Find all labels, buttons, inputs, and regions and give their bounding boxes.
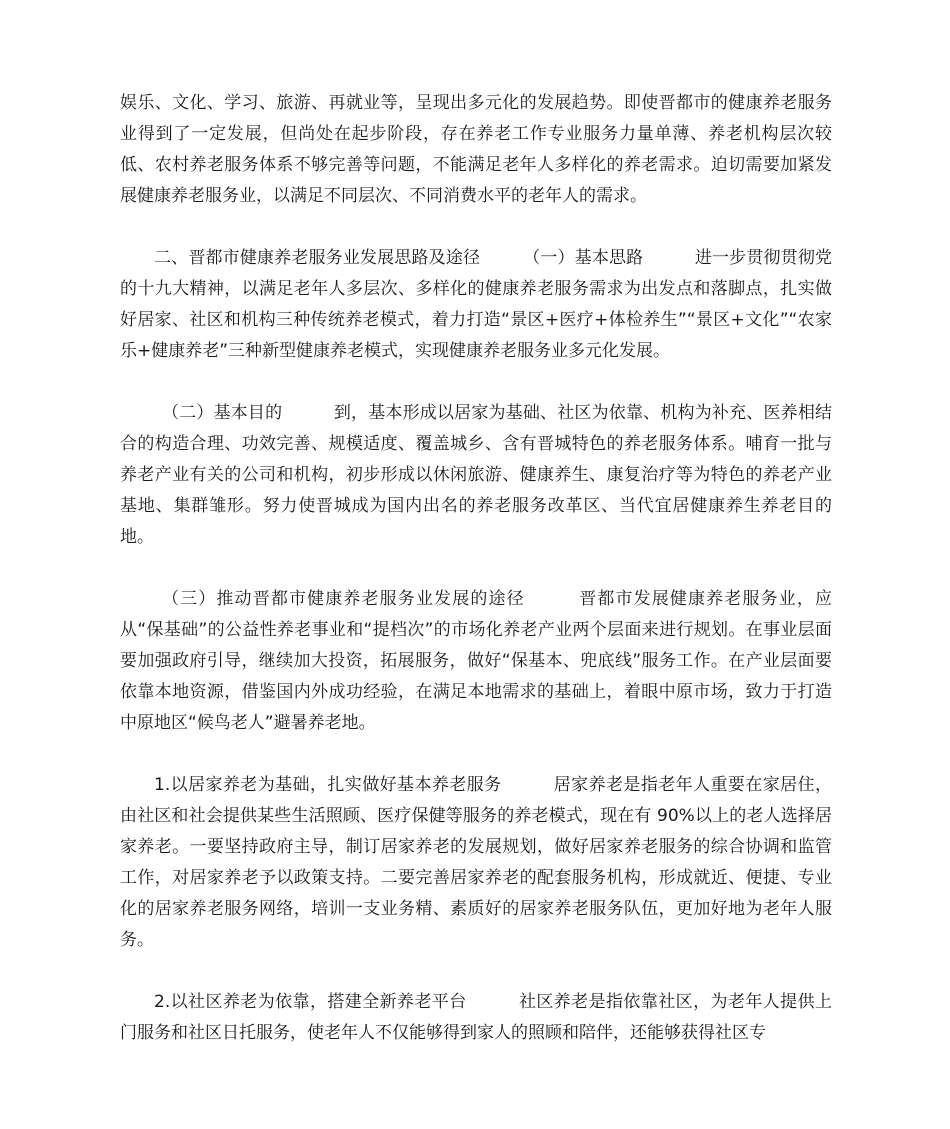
paragraph-2: 二、晋都市健康养老服务业发展思路及途径 （一）基本思路 进一步贯彻贯彻党的十九大精神，以满足老年人多层次、多样化的健康养老服务需求为出发点和落脚点，扎实做好居家、社区和机构三种传统养老模式，着力打造“景区+医疗+体检养生”“景区+文化”“农家乐+健康养老”三种新型健康养老模式，实现健康养老服务业多元化发展。	[120, 248, 832, 361]
paragraph-4: （三）推动晋都市健康养老服务业发展的途径 晋都市发展健康养老服务业，应从“保基础”的公益性养老事业和“提档次”的市场化养老产业两个层面来进行规划。在事业层面要加强政府引导，继续加大投资，拓展服务，做好“保基本、兜底线”服务工作。在产业层面要依靠本地资源，借鉴国内外成功经验，在满足本地需求的基础上，着眼中原市场，致力于打造中原地区“候鸟老人”避暑养老地。	[120, 589, 832, 733]
paragraph-5: 1.以居家养老为基础，扎实做好基本养老服务 居家养老是指老年人重要在家居住，由社区和社会提供某些生活照顾、医疗保健等服务的养老模式，现在有 90%以上的老人选择居家养老。一要坚持政府主导，制订居家养老的发展规划，做好居家养老服务的综合协调和监管工作，对居家养老予以政策支持。二要完善居家养老的配套服务机构，形成就近、便捷、专业化的居家养老服务网络，培训一支业务精、素质好的居家养老服务队伍，更加好地为老年人服务。	[120, 775, 832, 950]
paragraph-3: （二）基本目的 到，基本形成以居家为基础、社区为依靠、机构为补充、医养相结合的构造合理、功效完善、规模适度、覆盖城乡、含有晋城特色的养老服务体系。哺育一批与养老产业有关的公司和机构，初步形成以休闲旅游、健康养生、康复治疗等为特色的养老产业基地、集群雏形。努力使晋城成为国内出名的养老服务改革区、当代宜居健康养生养老目的地。	[120, 403, 832, 547]
document-body	[120, 88, 832, 1080]
paragraph-6: 2.以社区养老为依靠，搭建全新养老平台 社区养老是指依靠社区，为老年人提供上门服务和社区日托服务，使老年人不仅能够得到家人的照顾和陪伴，还能够获得社区专	[120, 992, 832, 1043]
paragraph-1: 娱乐、文化、学习、旅游、再就业等，呈现出多元化的发展趋势。即使晋都市的健康养老服务业得到了一定发展，但尚处在起步阶段，存在养老工作专业服务力量单薄、养老机构层次较低、农村养老服务体系不够完善等问题，不能满足老年人多样化的养老需求。迫切需要加紧发展健康养老服务业，以满足不同层次、不同消费水平的老年人的需求。	[120, 93, 832, 206]
